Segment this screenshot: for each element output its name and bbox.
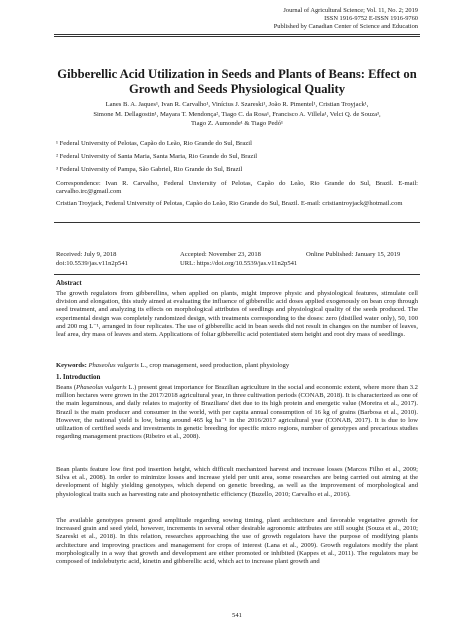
- header-rule-thin: [54, 36, 420, 37]
- article-title: [40, 67, 434, 97]
- intro-p1-start: Beans (: [56, 384, 77, 391]
- correspondence-2: Cristian Troyjack, Federal University of Pelotas, Capão do Leão, Rio Grande do Sul, Brazil. E-mail: cristiantroyjack@hotmail.com: [56, 200, 403, 207]
- intro-p1-species: Phaseolus vulgaris: [76, 384, 127, 391]
- affiliation-2: ² Federal University of Santa Maria, Santa Maria, Rio Grande do Sul, Brazil: [56, 153, 258, 160]
- title-line-2: Growth and Seeds Physiological Quality: [129, 82, 345, 96]
- abstract-heading: Abstract: [56, 280, 82, 287]
- introduction-heading: 1. Introduction: [56, 374, 101, 381]
- authors-line-3: Tiago Z. Aumonde¹ & Tiago Pedó¹: [190, 120, 283, 128]
- keywords-label: Keywords:: [56, 362, 87, 369]
- issn-line: ISSN 1916-9752 E-ISSN 1916-9760: [324, 15, 418, 22]
- accepted-date: Accepted: November 23, 2018: [180, 251, 261, 258]
- correspondence-1: Correspondence: Ivan R. Carvalho, Federal Unviersity of Pelotas, Capão do Leão, Rio Grande do Sul, Brazil. E-mail: carvalho.irc@gmail.com: [56, 180, 418, 196]
- header-rule: [54, 34, 420, 35]
- journal-header: [274, 7, 418, 31]
- intro-paragraph-1: [56, 384, 418, 441]
- keywords-species: Phaseolus vulgaris: [88, 362, 139, 369]
- author-list: [56, 100, 418, 129]
- url-link[interactable]: URL: https://doi.org/10.5539/jas.v11n2p541: [180, 260, 298, 267]
- intro-paragraph-2: Bean plants feature low first pod insertion height, which difficult mechanized harvest and increase losses (Marcos Filho et al., 2009; Silva et al., 2008). In order to minimize losses and increase yield per unit area, some researches are being carried out aiming at the development of highly yielding genotypes, which depend on genetic breeding, as well as the improvement of morphological and physiological traits such as harvesting rate and photosynthetic efficiency (Buzello, 2010; Carvalho et al., 2016).: [56, 466, 418, 498]
- abstract-text: The growth regulators from gibberellins, when applied on plants, might improve physic and physiological features, stimulate cell division and elongation, this study aimed at evaluating the influence of gibberellic acid doses applied exogenously on bean crop through seed treatment, and analyzing its effects on morphological attributes of seedlings and physiological quality of the seeds produced. The experimental design was completely randomized design, with treatments corresponding to the doses: zero (distilled water only), 50, 100 and 200 mg L⁻¹, arranged in four replicates. The use of gibberellic acid in bean seeds did not result in changes on the number of leaves, leaf area, dry mass of leaves and stem. Applications of foliar gibberellic acid potentiated stem height and root dry mass of seedlings.: [56, 290, 418, 339]
- doi-link[interactable]: doi:10.5539/jas.v11n2p541: [56, 260, 128, 267]
- page-number: 541: [232, 612, 242, 619]
- intro-paragraph-3: The available genotypes present good amplitude regarding sowing timing, plant architecture and favorable vegetative growth for increased grain and seed yield, however, increments in several other desirable agronomic attributes are still sought (Souza et al., 2010; Szareski et al., 2018). In this relation, researches approaching the use of growth regulators have the purpose of modifying plants architecture and improving practices and management for crops of interest (Lana et al., 2009). Growth regulators modify the plant morphologically in a way that growth and development are either promoted or inhibited (Kappes et al., 2011). The regulators may be composed of indolebutyric acid, kinetin and gibberellic acid, which act to increase plant growth and: [56, 517, 418, 566]
- intro-p1-rest: L.) present great importance for Brazilian agriculture in the social and economic extent, where more than 3.2 million hectares were grown in the 2017/2018 agricultural year, in three cultivation periods (CONAB, 2018). It is characterized as one of the main leguminous, and daily relates to majority of Brazilians' diet due to its high protein and energetic value (Moreira et al., 2017). Brazil is the main producer and consumer in the world, with per capita annual consumption of 16 kg of grains (Barbosa et al., 2010). However, the national yield is low, being around 465 kg ha⁻¹ in the 2016/2017 agricultural year (CONAB, 2017). It is due to low utilization of certified seeds and investments in genetic breeding for specific micro regions, number of genotypes and precarious studies regarding management practices (Ribeiro et al., 2008).: [56, 384, 418, 441]
- authors-line-2: Simone M. Dellagostin¹, Mayara T. Mendonça², Tiago C. da Rosa¹, Francisco A. Villela¹, Velci Q. de Souza³,: [93, 110, 381, 118]
- title-line-1: Gibberellic Acid Utilization in Seeds and Plants of Beans: Effect on: [57, 67, 417, 81]
- divider-bottom: [54, 274, 420, 275]
- authors-line-1: Lanes B. A. Jaques¹, Ivan R. Carvalho¹, Vinícius J. Szareski¹, João R. Pimentel¹, Cristian Troyjack¹,: [105, 101, 369, 108]
- publisher-line: Published by Canadian Center of Science and Education: [273, 23, 418, 30]
- keywords: [56, 362, 418, 370]
- divider-top: [54, 222, 420, 223]
- article-dates: [56, 250, 418, 268]
- journal-line: Journal of Agricultural Science; Vol. 11, No. 2; 2019: [283, 7, 418, 14]
- affiliation-3: ³ Federal University of Pampa, São Gabriel, Rio Grande do Sul, Brazil: [56, 166, 243, 173]
- received-date: Received: July 9, 2018: [56, 251, 117, 258]
- keywords-text: L., crop management, seed production, plant physiology: [138, 362, 290, 369]
- affiliation-1: ¹ Federal University of Pelotas, Capão do Leão, Rio Grande do Sul, Brazil: [56, 140, 252, 147]
- online-date: Online Published: January 15, 2019: [306, 251, 401, 258]
